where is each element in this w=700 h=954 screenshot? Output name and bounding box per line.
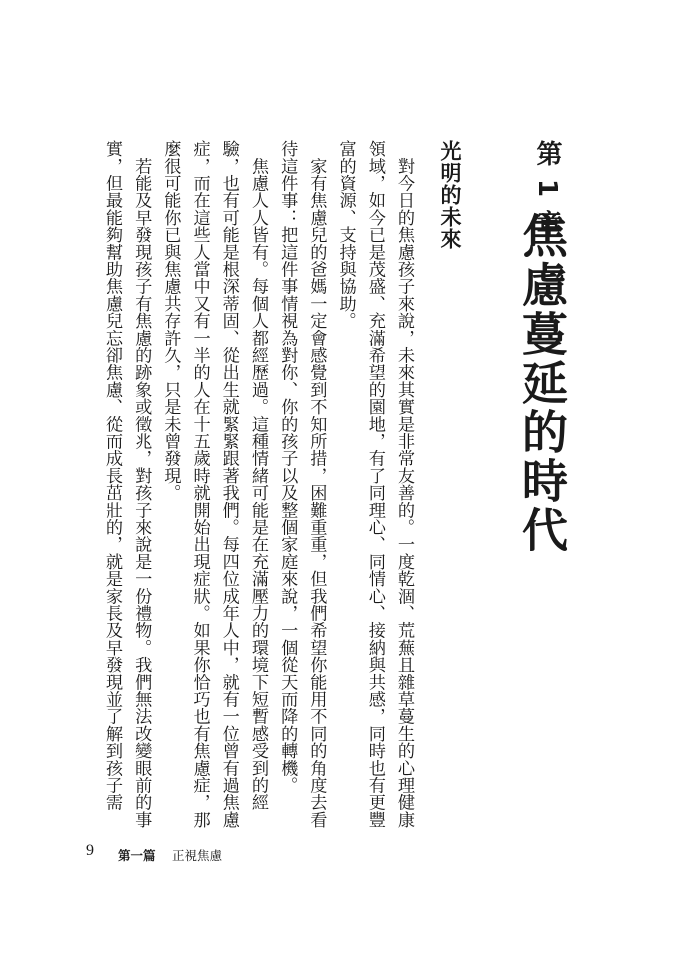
section-heading: 光明的未來 xyxy=(438,140,462,250)
paragraph: 若能及早發現孩子有焦慮的跡象或徵兆，對孩子來說是一份禮物。我們無法改變眼前的事實，但最能夠幫助焦慮兒忘卻焦慮、從而成長茁壯的，就是家長及早發現並了解到孩子需 xyxy=(101,140,152,828)
body-text xyxy=(101,140,418,830)
chapter-title: 焦慮蔓延的時代 xyxy=(515,212,569,555)
paragraph: 對今日的焦慮孩子來說，未來其實是非常友善的。一度乾涸、荒蕪且雜草蔓生的心理健康領域，如今已是茂盛、充滿希望的園地，有了同理心、同情心、接納與共感，同時也有更豐富的資源、支持與協助。 xyxy=(335,140,414,828)
running-head-title: 正視焦慮 xyxy=(172,848,223,863)
chapter-label: 第 1 章 xyxy=(532,140,562,239)
paragraph: 家有焦慮兒的爸媽一定會感覺到不知所措，困難重重，但我們希望你能用不同的角度去看待這件事：把這件事情視為對你、你的孩子以及整個家庭來說，一個從天而降的轉機。 xyxy=(277,140,327,828)
running-head-part: 第一篇 xyxy=(118,848,156,863)
paragraph: 焦慮人人皆有。每個人都經歷過。這種情緒可能是在充滿壓力的環境下短暫感受到的經驗，也有可能是根深蒂固、從出生就緊緊跟著我們。每四位成年人中，就有一位曾有過焦慮症，而在這些人當中又有一半的人在十五歲時就開始出現症狀。如果你恰巧也有焦慮症，那麼很可能你已與焦慮共存許久，只是未曾發現。 xyxy=(160,140,268,828)
page-number: 9 xyxy=(86,842,94,859)
